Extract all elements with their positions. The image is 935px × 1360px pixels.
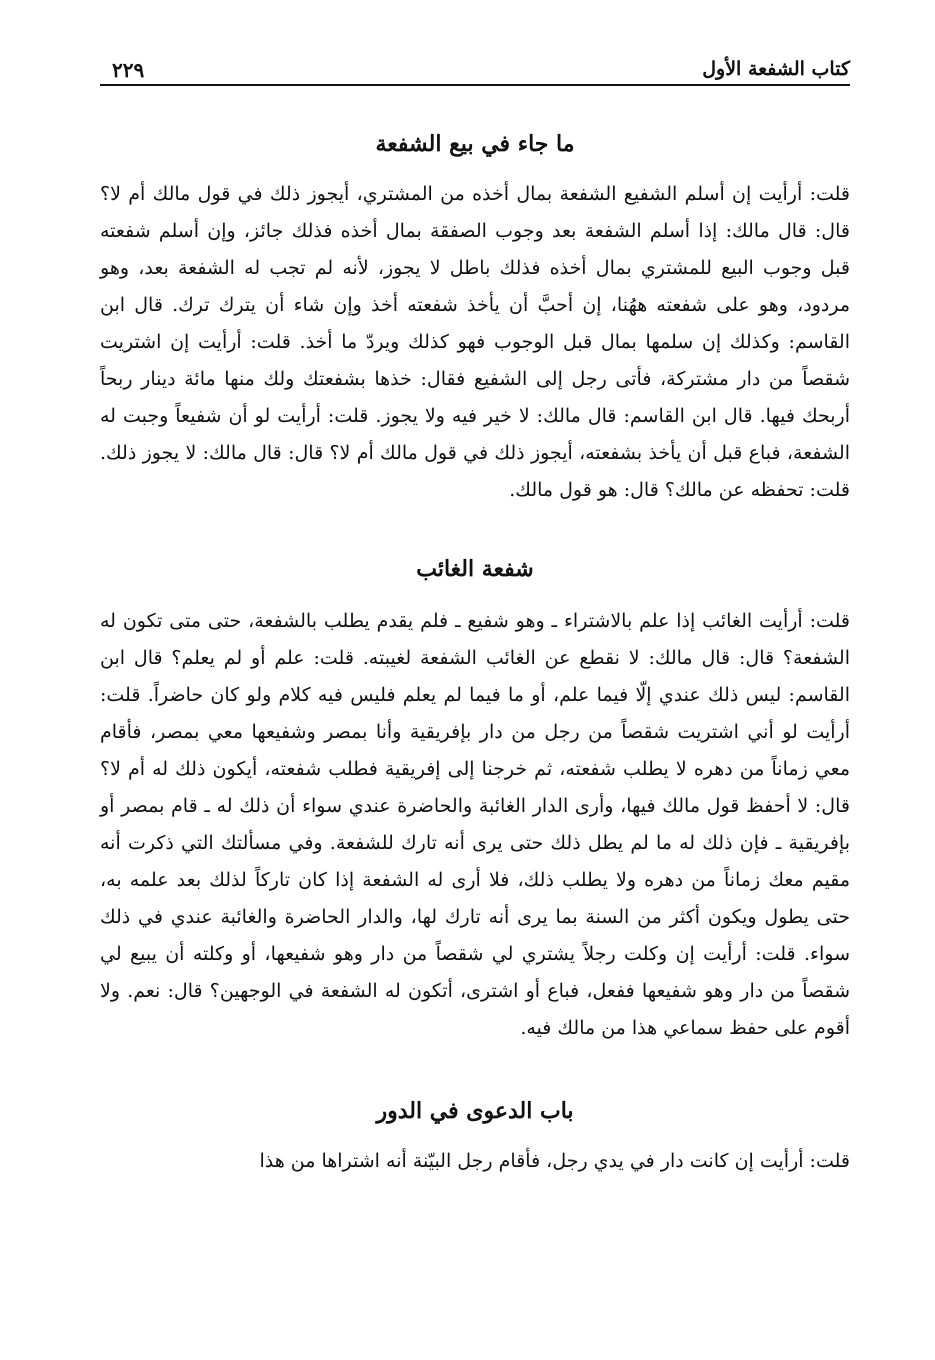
running-header — [100, 40, 850, 86]
book-title: كتاب الشفعة الأول — [702, 58, 850, 80]
section-absent-preemption — [100, 549, 850, 1047]
section-body: قلت: أرأيت إن كانت دار في يدي رجل، فأقام رجل البيّنة أنه اشتراها من هذا — [259, 1150, 850, 1172]
section-shufa-sale — [100, 124, 850, 509]
section-heading: باب الدعوى في الدور — [376, 1098, 574, 1124]
section-heading: ما جاء في بيع الشفعة — [375, 131, 575, 157]
section-heading: شفعة الغائب — [416, 556, 534, 582]
section-body: قلت: أرأيت الغائب إذا علم بالاشتراء ـ وهو شفيع ـ فلم يقدم يطلب بالشفعة، حتى متى تكون له الشفعة؟ قال: قال مالك: لا نقطع عن الغائب الشفعة لغيبته. قلت: علم أو لم يعلم؟ قال ابن القاسم: ليس ذلك عندي إلّا فيما علم، أو ما فيما لم يعلم فليس فيه كلام ولو كان حاضراً. قلت: أرأيت لو أني اشتريت شقصاً من رجل من دار بإفريقية وأنا بمصر وشفيعها معي بمصر، فأقام معي زماناً من دهره لا يطلب شفعته، ثم خرجنا إلى إفريقية فطلب شفعته، أيكون ذلك له أم لا؟ قال: لا أحفظ قول مالك فيها، وأرى الدار الغائبة والحاضرة عندي سواء أن ذلك له ـ قام بمصر أو بإفريقية ـ فإن ذلك له ما لم يطل ذلك حتى يرى أنه تارك للشفعة. وفي مسألتك التي ذكرت أنه مقيم معك زماناً من دهره ولا يطلب ذلك، فلا أرى له الشفعة إذا كان تاركاً لذلك بعد علمه به، حتى يطول ويكون أكثر من السنة بما يرى أنه تارك لها، والدار الحاضرة والغائبة عندي في ذلك سواء. قلت: أرأيت إن وكلت رجلاً يشتري لي شقصاً من دار وهو شفيعها، أو وكلته أن يبيع لي شقصاً من دار وهو شفيعها ففعل، فباع أو اشترى، أتكون له الشفعة في الوجهين؟ قال: نعم. ولا أقوم على حفظ سماعي هذا من مالك فيه. — [100, 610, 850, 1039]
book-page — [100, 40, 850, 1340]
section-body: قلت: أرأيت إن أسلم الشفيع الشفعة بمال أخذه من المشتري، أيجوز ذلك في قول مالك أم لا؟ قال: قال مالك: إذا أسلم الشفعة بعد وجوب الصفقة بمال أخذه فذلك جائز، وإن أسلم شفعته قبل وجوب البيع للمشتري بمال أخذه فذلك باطل لا يجوز، لأنه لم تجب له الشفعة بعد، وهو مردود، وهو على شفعته ههُنا، إن أحبَّ أن يأخذ شفعته أخذ وإن شاء أن يترك ترك. قال ابن القاسم: وكذلك إن سلمها بمال قبل الوجوب فهو كذلك ويردّ ما أخذ. قلت: أرأيت إن اشتريت شقصاً من دار مشتركة، فأتى رجل إلى الشفيع فقال: خذها بشفعتك ولك منها مائة دينار ربحاً أربحك فيها. قال ابن القاسم: قال مالك: لا خير فيه ولا يجوز. قلت: أرأيت لو أن شفيعاً وجبت له الشفعة، فباع قبل أن يأخذ بشفعته، أيجوز ذلك في قول مالك أم لا؟ قال: قال مالك: لا يجوز ذلك. قلت: تحفظه عن مالك؟ قال: هو قول مالك. — [100, 183, 850, 501]
page-number: ٢٢٩ — [112, 58, 145, 82]
section-house-claims — [100, 1091, 850, 1180]
